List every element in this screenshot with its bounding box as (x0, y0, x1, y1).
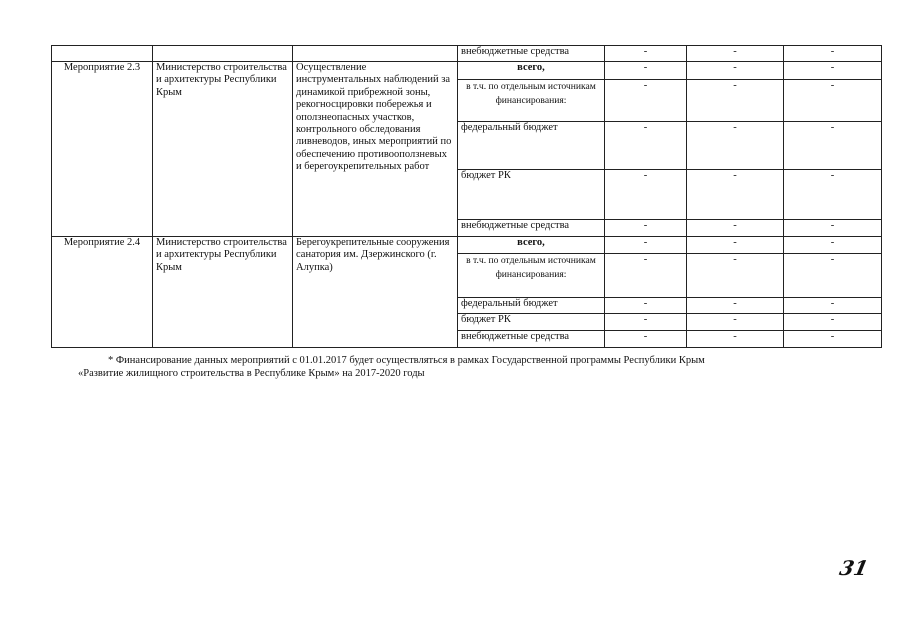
value-cell: - (784, 80, 882, 122)
footnote-line-2: «Развитие жилищного строительства в Республике Крым» на 2017-2020 годы (78, 368, 425, 379)
executor-cell: Министерство строительства и архитектуры Республики Крым (153, 62, 293, 237)
value-cell: - (605, 298, 687, 314)
page-number: 31 (837, 556, 871, 580)
measure-name-text: Мероприятие 2.4 (63, 237, 141, 248)
value-cell: - (687, 62, 784, 80)
empty-cell (293, 46, 458, 62)
value-cell: - (605, 170, 687, 220)
value-cell: - (784, 46, 882, 62)
value-cell: - (784, 237, 882, 254)
table-row (52, 46, 882, 62)
value-cell: - (784, 220, 882, 237)
value-cell: - (687, 80, 784, 122)
value-cell: - (784, 314, 882, 331)
source-label: федеральный бюджет (458, 122, 605, 170)
value-cell: - (605, 254, 687, 298)
value-cell: - (784, 122, 882, 170)
table-row (52, 62, 882, 80)
value-cell: - (687, 331, 784, 348)
value-cell: - (784, 170, 882, 220)
source-label: внебюджетные средства (458, 220, 605, 237)
source-label: бюджет РК (458, 170, 605, 220)
source-label: внебюджетные средства (458, 46, 605, 62)
value-cell: - (605, 331, 687, 348)
source-label: в т.ч. по отдельным источникам финансирования: (458, 80, 605, 122)
value-cell: - (687, 46, 784, 62)
value-cell: - (687, 220, 784, 237)
value-cell: - (784, 331, 882, 348)
value-cell: - (687, 237, 784, 254)
empty-cell (52, 46, 153, 62)
footnote-line-1: * Финансирование данных мероприятий с 01.01.2017 будет осуществляться в рамках Государственной программы Республики Крым (108, 355, 705, 366)
description-cell: Берегоукрепительные сооружения санатория им. Дзержинского (г. Алупка) (293, 237, 458, 348)
value-cell: - (605, 46, 687, 62)
source-label: всего, (458, 237, 605, 254)
measure-name (52, 237, 153, 348)
source-label: федеральный бюджет (458, 298, 605, 314)
value-cell: - (605, 122, 687, 170)
value-cell: - (605, 62, 687, 80)
table-row (52, 237, 882, 254)
value-cell: - (605, 314, 687, 331)
value-cell: - (605, 80, 687, 122)
measure-name (52, 62, 153, 237)
value-cell: - (784, 298, 882, 314)
value-cell: - (687, 254, 784, 298)
value-cell: - (784, 254, 882, 298)
source-label: в т.ч. по отдельным источникам финансирования: (458, 254, 605, 298)
value-cell: - (687, 122, 784, 170)
value-cell: - (605, 220, 687, 237)
measure-name-text: Мероприятие 2.3 (63, 62, 141, 73)
financing-table (51, 45, 882, 348)
value-cell: - (605, 237, 687, 254)
empty-cell (153, 46, 293, 62)
source-label: внебюджетные средства (458, 331, 605, 348)
value-cell: - (687, 298, 784, 314)
value-cell: - (784, 62, 882, 80)
footnote (78, 354, 868, 380)
source-label: бюджет РК (458, 314, 605, 331)
executor-cell: Министерство строительства и архитектуры Республики Крым (153, 237, 293, 348)
description-cell: Осуществление инструментальных наблюдений за динамикой прибрежной зоны, рекогносцировки побережья и оползнеопасных участков, контрольного обследования ливневодов, иных мероприятий по обеспечению противооползневых и берегоукрепительных работ (293, 62, 458, 237)
value-cell: - (687, 170, 784, 220)
source-label: всего, (458, 62, 605, 80)
value-cell: - (687, 314, 784, 331)
